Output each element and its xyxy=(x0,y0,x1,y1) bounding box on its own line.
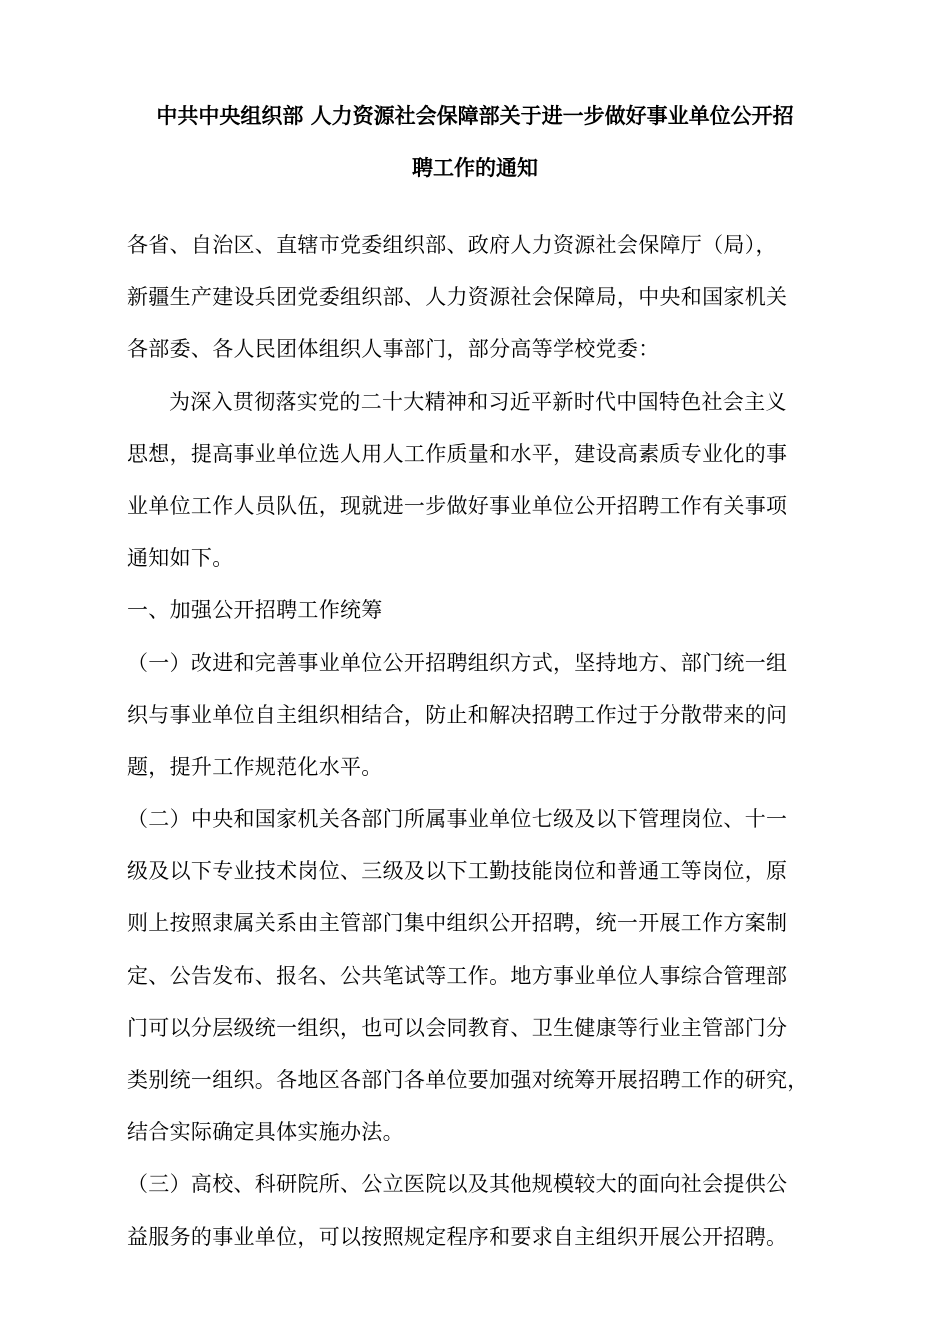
body-line-intro-2: 思想，提高事业单位选人用人工作质量和水平，建设高素质专业化的事 xyxy=(127,441,788,466)
document-body xyxy=(127,219,827,1263)
body-line-recipients-1: 各省、自治区、直辖市党委组织部、政府人力资源社会保障厅（局）， xyxy=(127,233,777,257)
body-line-item-1-1: （一）改进和完善事业单位公开招聘组织方式，坚持地方、部门统一组 xyxy=(127,650,788,675)
document-title-line-1: 中共中央组织部 人力资源社会保障部关于进一步做好事业单位公开招 xyxy=(156,104,794,128)
body-line-intro-1: 为深入贯彻落实党的二十大精神和习近平新时代中国特色社会主义 xyxy=(169,389,787,414)
body-line-recipients-3: 各部委、各人民团体组织人事部门，部分高等学校党委： xyxy=(127,337,660,362)
body-line-item-2-7: 结合实际确定具体实施办法。 xyxy=(127,1120,404,1145)
section-heading-1: 一、加强公开招聘工作统筹 xyxy=(127,598,383,623)
body-line-recipients-2: 新疆生产建设兵团党委组织部、人力资源社会保障局，中央和国家机关 xyxy=(127,285,788,310)
body-line-item-3-1: （三）高校、科研院所、公立医院以及其他规模较大的面向社会提供公 xyxy=(127,1172,788,1197)
body-line-item-1-3: 题，提升工作规范化水平。 xyxy=(127,754,383,779)
body-line-item-2-2: 级及以下专业技术岗位、三级及以下工勤技能岗位和普通工等岗位，原 xyxy=(127,859,788,884)
body-line-item-3-2: 益服务的事业单位，可以按照规定程序和要求自主组织开展公开招聘。 xyxy=(127,1224,788,1249)
body-line-intro-3: 业单位工作人员队伍，现就进一步做好事业单位公开招聘工作有关事项 xyxy=(127,493,788,518)
body-line-item-2-4: 定、公告发布、报名、公共笔试等工作。地方事业单位人事综合管理部 xyxy=(127,963,788,988)
document-title-line-2: 聘工作的通知 xyxy=(412,156,538,180)
body-line-item-1-2: 织与事业单位自主组织相结合，防止和解决招聘工作过于分散带来的问 xyxy=(127,702,788,727)
body-line-item-2-5: 门可以分层级统一组织，也可以会同教育、卫生健康等行业主管部门分 xyxy=(127,1015,788,1040)
body-line-intro-4: 通知如下。 xyxy=(127,546,234,571)
body-line-item-2-3: 则上按照隶属关系由主管部门集中组织公开招聘，统一开展工作方案制 xyxy=(127,911,788,936)
body-line-item-2-1: （二）中央和国家机关各部门所属事业单位七级及以下管理岗位、十一 xyxy=(127,807,788,832)
body-line-item-2-6: 类别统一组织。各地区各部门各单位要加强对统筹开展招聘工作的研究， xyxy=(127,1068,809,1092)
